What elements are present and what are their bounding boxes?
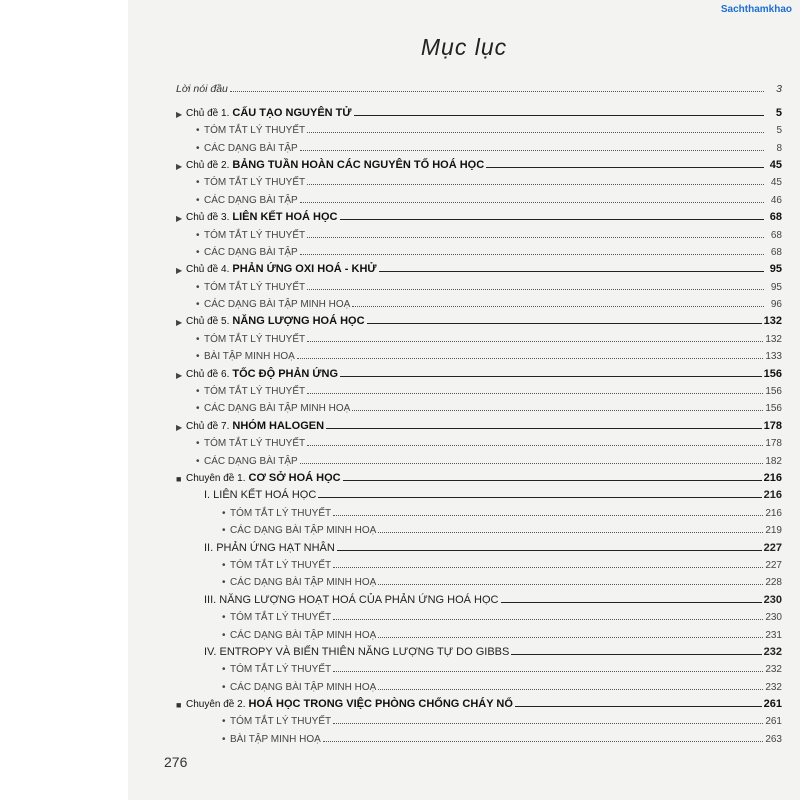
dot-leader [307, 340, 763, 342]
page-ref: 8 [776, 142, 782, 154]
chapter-label: Chủ đề 7. [186, 420, 230, 432]
bullet-icon: • [196, 299, 200, 311]
dot-leader [352, 305, 764, 307]
item-label: TÓM TẮT LÝ THUYẾT [204, 125, 306, 137]
toc-section[interactable] [176, 536, 782, 553]
dot-leader [307, 444, 763, 446]
item-label: BÀI TẬP MINH HOẠ [230, 733, 321, 745]
page-ref: 230 [765, 612, 782, 624]
bullet-icon: • [196, 351, 200, 363]
triangle-icon: ▶ [176, 422, 183, 432]
toc-item[interactable] [176, 710, 782, 727]
page-ref: 227 [763, 541, 782, 554]
chapter-label: Chủ đề 6. [186, 368, 230, 380]
toc-chapter[interactable] [176, 362, 782, 379]
page-ref: 230 [763, 593, 782, 606]
toc-item[interactable] [176, 293, 782, 310]
chapter-name: NHÓM HALOGEN [232, 419, 325, 432]
triangle-icon: ▶ [176, 161, 183, 171]
triangle-icon: ▶ [176, 318, 183, 328]
toc-item[interactable] [176, 171, 782, 188]
chapter-2 [176, 154, 782, 206]
watermark: Sachthamkhao [720, 4, 792, 15]
bullet-icon: • [222, 733, 226, 745]
bullet-icon: • [222, 507, 226, 519]
page-ref: 132 [763, 315, 782, 328]
toc-item[interactable] [176, 606, 782, 623]
toc-item[interactable] [176, 432, 782, 449]
toc-item[interactable] [176, 658, 782, 675]
dot-leader [300, 201, 764, 203]
page-ref: 95 [770, 281, 782, 293]
toc-item[interactable] [176, 519, 782, 536]
toc-item[interactable] [176, 727, 782, 744]
bullet-icon: • [196, 125, 200, 137]
toc-item[interactable] [176, 554, 782, 571]
dot-leader [333, 722, 763, 724]
bullet-icon: • [222, 629, 226, 641]
leader-line [354, 114, 764, 116]
bullet-icon: • [196, 246, 200, 258]
bullet-icon: • [222, 612, 226, 624]
item-label: TÓM TẮT LÝ THUYẾT [204, 281, 306, 293]
dot-leader [297, 357, 764, 359]
item-label: CÁC DẠNG BÀI TẬP MINH HOẠ [204, 299, 351, 311]
chapter-3 [176, 206, 782, 258]
item-label: CÁC DẠNG BÀI TẬP [204, 455, 298, 467]
section-name: I. LIÊN KẾT HOÁ HỌC [204, 489, 317, 502]
chapter-name: NĂNG LƯỢNG HOÁ HỌC [232, 315, 365, 328]
scan-margin [0, 0, 128, 800]
dot-leader [230, 90, 764, 92]
bullet-icon: • [222, 577, 226, 589]
leader-line [340, 375, 762, 377]
bullet-icon: • [222, 559, 226, 571]
toc-item[interactable] [176, 275, 782, 292]
chapter-label: Chủ đề 1. [186, 107, 230, 119]
dot-leader [307, 392, 763, 394]
page-ref: 219 [765, 525, 782, 537]
page-ref: 178 [765, 438, 782, 450]
page-ref: 68 [770, 246, 782, 258]
leader-line [515, 705, 762, 707]
page-ref: 228 [765, 577, 782, 589]
dot-leader [333, 618, 763, 620]
page-ref: 156 [765, 403, 782, 415]
page-ref: 232 [765, 681, 782, 693]
dot-leader [307, 131, 764, 133]
dot-leader [333, 514, 763, 516]
item-label: CÁC DẠNG BÀI TẬP [204, 142, 298, 154]
page-ref: 68 [770, 229, 782, 241]
triangle-icon: ▶ [176, 370, 183, 380]
toc-item[interactable] [176, 675, 782, 692]
leader-line [340, 218, 765, 220]
chapter-name: CẤU TẠO NGUYÊN TỬ [232, 106, 352, 119]
chapter-label: Chủ đề 5. [186, 316, 230, 328]
item-label: TÓM TẮT LÝ THUYẾT [204, 229, 306, 241]
toc-item[interactable] [176, 501, 782, 518]
toc-chapter[interactable] [176, 154, 782, 171]
page-ref: 261 [763, 698, 782, 711]
leader-line [511, 653, 761, 655]
page-title: Mục lục [420, 34, 508, 60]
square-icon: ■ [176, 700, 182, 711]
page-ref: 156 [765, 386, 782, 398]
square-icon: ■ [176, 473, 182, 484]
page-ref: 45 [770, 177, 782, 189]
item-label: CÁC DẠNG BÀI TẬP [204, 194, 298, 206]
item-label: TÓM TẮT LÝ THUYẾT [230, 612, 332, 624]
toc-section[interactable] [176, 484, 782, 501]
chapter-5 [176, 310, 782, 362]
page-ref: 133 [765, 351, 782, 363]
leader-line [337, 549, 762, 551]
item-label: TÓM TẮT LÝ THUYẾT [204, 333, 306, 345]
bullet-icon: • [196, 455, 200, 467]
bullet-icon: • [196, 229, 200, 241]
item-label: CÁC DẠNG BÀI TẬP MINH HOẠ [230, 525, 377, 537]
dot-leader [307, 288, 764, 290]
dot-leader [378, 688, 763, 690]
page-number: 276 [164, 754, 188, 770]
intro-label: Lời nói đầu [176, 83, 228, 96]
bullet-icon: • [196, 333, 200, 345]
section-name: II. PHẢN ỨNG HẠT NHÂN [204, 541, 335, 554]
item-label: CÁC DẠNG BÀI TẬP MINH HOẠ [230, 681, 377, 693]
chapter-1 [176, 101, 782, 153]
page-ref: 182 [765, 455, 782, 467]
bullet-icon: • [196, 386, 200, 398]
item-label: TÓM TẮT LÝ THUYẾT [230, 559, 332, 571]
bullet-icon: • [196, 403, 200, 415]
item-label: TÓM TẮT LÝ THUYẾT [230, 507, 332, 519]
bullet-icon: • [222, 681, 226, 693]
leader-line [486, 166, 764, 168]
triangle-icon: ▶ [176, 214, 183, 224]
item-label: TÓM TẮT LÝ THUYẾT [204, 177, 306, 189]
page-ref: 5 [776, 125, 782, 137]
page-ref: 46 [770, 194, 782, 206]
toc-item[interactable] [176, 136, 782, 153]
dot-leader [307, 183, 764, 185]
item-label: CÁC DẠNG BÀI TẬP MINH HOẠ [230, 629, 377, 641]
page-ref: 132 [765, 333, 782, 345]
toc-item[interactable] [176, 241, 782, 258]
chuyen-label: Chuyên đề 1. [186, 472, 246, 484]
dot-leader [300, 462, 764, 464]
item-label: CÁC DẠNG BÀI TẬP [204, 246, 298, 258]
bullet-icon: • [222, 525, 226, 537]
toc-item[interactable] [176, 623, 782, 640]
dot-leader [333, 670, 763, 672]
dot-leader [300, 149, 764, 151]
toc-chapter[interactable] [176, 414, 782, 431]
dot-leader [300, 253, 764, 255]
bullet-icon: • [196, 177, 200, 189]
toc-item[interactable] [176, 223, 782, 240]
toc-item[interactable] [176, 380, 782, 397]
toc-chapter[interactable] [176, 101, 782, 118]
toc-item[interactable] [176, 345, 782, 362]
chuyen-name: CƠ SỞ HOÁ HỌC [248, 471, 341, 484]
chapter-7 [176, 414, 782, 466]
item-label: TÓM TẮT LÝ THUYẾT [204, 386, 306, 398]
bullet-icon: • [196, 281, 200, 293]
page-ref: 96 [770, 299, 782, 311]
triangle-icon: ▶ [176, 266, 183, 276]
chapter-name: TỐC ĐỘ PHẢN ỨNG [232, 367, 339, 380]
page-ref: 216 [763, 471, 782, 484]
page-ref: 68 [769, 211, 782, 224]
chapter-6 [176, 362, 782, 414]
page-ref: 216 [763, 489, 782, 502]
page-ref: 261 [765, 716, 782, 728]
leader-line [318, 496, 761, 498]
page-ref: 5 [775, 106, 782, 119]
bullet-icon: • [222, 716, 226, 728]
toc-item[interactable] [176, 449, 782, 466]
item-label: TÓM TẮT LÝ THUYẾT [204, 438, 306, 450]
dot-leader [333, 566, 763, 568]
item-label: BÀI TẬP MINH HOẠ [204, 351, 295, 363]
chuyen-de-1 [176, 467, 782, 693]
leader-line [367, 322, 762, 324]
bullet-icon: • [196, 438, 200, 450]
page-ref: 263 [765, 733, 782, 745]
toc-section[interactable] [176, 641, 782, 658]
dot-leader [378, 531, 763, 533]
chapter-4 [176, 258, 782, 310]
page-ref: 231 [765, 629, 782, 641]
item-label: TÓM TẮT LÝ THUYẾT [230, 664, 332, 676]
chapter-label: Chủ đề 3. [186, 212, 230, 224]
dot-leader [378, 636, 763, 638]
item-label: CÁC DẠNG BÀI TẬP MINH HOẠ [230, 577, 377, 589]
toc-item[interactable] [176, 571, 782, 588]
item-label: TÓM TẮT LÝ THUYẾT [230, 716, 332, 728]
toc-chapter[interactable] [176, 310, 782, 327]
page-ref: 227 [765, 559, 782, 571]
page-ref: 156 [763, 367, 782, 380]
section-name: III. NĂNG LƯỢNG HOẠT HOÁ CỦA PHẢN ỨNG HOÁ HỌC [204, 593, 499, 606]
toc-chuyen-de[interactable] [176, 693, 782, 710]
chapter-name: LIÊN KẾT HOÁ HỌC [232, 211, 338, 224]
chapter-name: PHẢN ỨNG OXI HOÁ - KHỬ [232, 263, 377, 276]
chuyen-de-2 [176, 693, 782, 745]
toc-item[interactable] [176, 119, 782, 136]
leader-line [343, 479, 762, 481]
chapter-label: Chủ đề 2. [186, 159, 230, 171]
bullet-icon: • [196, 194, 200, 206]
item-label: CÁC DẠNG BÀI TẬP MINH HOẠ [204, 403, 351, 415]
chuyen-label: Chuyên đề 2. [186, 699, 246, 711]
toc-chuyen-de[interactable] [176, 467, 782, 484]
leader-line [326, 427, 762, 429]
triangle-icon: ▶ [176, 109, 183, 119]
toc-chapter[interactable] [176, 258, 782, 275]
page-ref: 178 [763, 419, 782, 432]
section-name: IV. ENTROPY VÀ BIẾN THIÊN NĂNG LƯỢNG TỰ DO GIBBS [204, 645, 510, 658]
dot-leader [378, 583, 763, 585]
page-ref: 3 [776, 83, 782, 96]
toc-chapter[interactable] [176, 206, 782, 223]
table-of-contents [176, 78, 782, 745]
toc-intro[interactable] [176, 78, 782, 95]
page-ref: 232 [763, 645, 782, 658]
leader-line [379, 270, 764, 272]
bullet-icon: • [196, 142, 200, 154]
toc-section[interactable] [176, 588, 782, 605]
dot-leader [352, 409, 763, 411]
chuyen-name: HOÁ HỌC TRONG VIỆC PHÒNG CHỐNG CHÁY NỔ [248, 698, 513, 711]
dot-leader [323, 740, 764, 742]
page-ref: 216 [765, 507, 782, 519]
toc-item[interactable] [176, 327, 782, 344]
page-ref: 45 [769, 158, 782, 171]
page-ref: 95 [769, 263, 782, 276]
toc-item[interactable] [176, 397, 782, 414]
leader-line [501, 601, 762, 603]
chapter-name: BẢNG TUẦN HOÀN CÁC NGUYÊN TỐ HOÁ HỌC [232, 158, 485, 171]
dot-leader [307, 236, 764, 238]
book-page [128, 0, 800, 800]
chapter-label: Chủ đề 4. [186, 264, 230, 276]
bullet-icon: • [222, 664, 226, 676]
page-ref: 232 [765, 664, 782, 676]
toc-item[interactable] [176, 188, 782, 205]
